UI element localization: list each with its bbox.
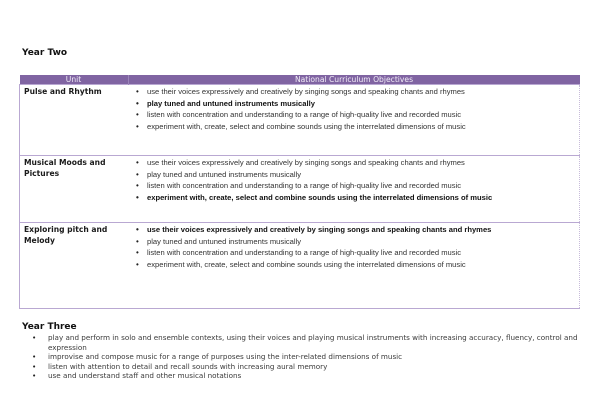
- year-three-objective: • play and perform in solo and ensemble contexts, using their voices and playing musical instruments with increasing accuracy, fluency, control and expression: [30, 333, 595, 352]
- objective-item: • use their voices expressively and creatively by singing songs and speaking chants and rhymes: [136, 224, 579, 236]
- year-three-objectives-list: [30, 333, 595, 381]
- year-two-heading: Year Two: [22, 48, 68, 58]
- year-three-heading: Year Three: [22, 322, 77, 332]
- objective-item: • use their voices expressively and creatively by singing songs and speaking chants and rhymes: [136, 86, 579, 98]
- curriculum-table: [19, 75, 580, 309]
- objectives-column-header: National Curriculum Objectives: [128, 75, 580, 85]
- objective-item: • play tuned and untuned instruments musically: [136, 236, 579, 248]
- objective-item: • experiment with, create, select and combine sounds using the interrelated dimensions of music: [136, 192, 579, 204]
- objectives-cell: [128, 223, 580, 309]
- objectives-cell: [128, 156, 580, 223]
- objectives-list: [128, 85, 579, 132]
- objectives-list: [128, 156, 579, 203]
- objective-item: • listen with concentration and understanding to a range of high-quality live and recorded music: [136, 109, 579, 121]
- unit-name: Exploring pitch and Melody: [20, 223, 129, 309]
- objective-item: • experiment with, create, select and combine sounds using the interrelated dimensions of music: [136, 259, 579, 271]
- table-header-row: [20, 75, 580, 85]
- unit-name: Pulse and Rhythm: [20, 85, 129, 156]
- table-row: [20, 85, 580, 156]
- year-three-objective: • use and understand staff and other musical notations: [30, 371, 595, 381]
- objective-item: • play tuned and untuned instruments musically: [136, 169, 579, 181]
- table-row: [20, 156, 580, 223]
- objective-item: • listen with concentration and understanding to a range of high-quality live and recorded music: [136, 180, 579, 192]
- objective-item: • use their voices expressively and creatively by singing songs and speaking chants and rhymes: [136, 157, 579, 169]
- unit-column-header: Unit: [20, 75, 129, 85]
- objectives-list: [128, 223, 579, 270]
- unit-name: Musical Moods and Pictures: [20, 156, 129, 223]
- year-three-objective: • improvise and compose music for a range of purposes using the inter-related dimensions of music: [30, 352, 595, 362]
- objective-item: • play tuned and untuned instruments musically: [136, 98, 579, 110]
- objective-item: • listen with concentration and understanding to a range of high-quality live and recorded music: [136, 247, 579, 259]
- table-row: [20, 223, 580, 309]
- year-three-objective: • listen with attention to detail and recall sounds with increasing aural memory: [30, 362, 595, 372]
- objectives-cell: [128, 85, 580, 156]
- objective-item: • experiment with, create, select and combine sounds using the interrelated dimensions of music: [136, 121, 579, 133]
